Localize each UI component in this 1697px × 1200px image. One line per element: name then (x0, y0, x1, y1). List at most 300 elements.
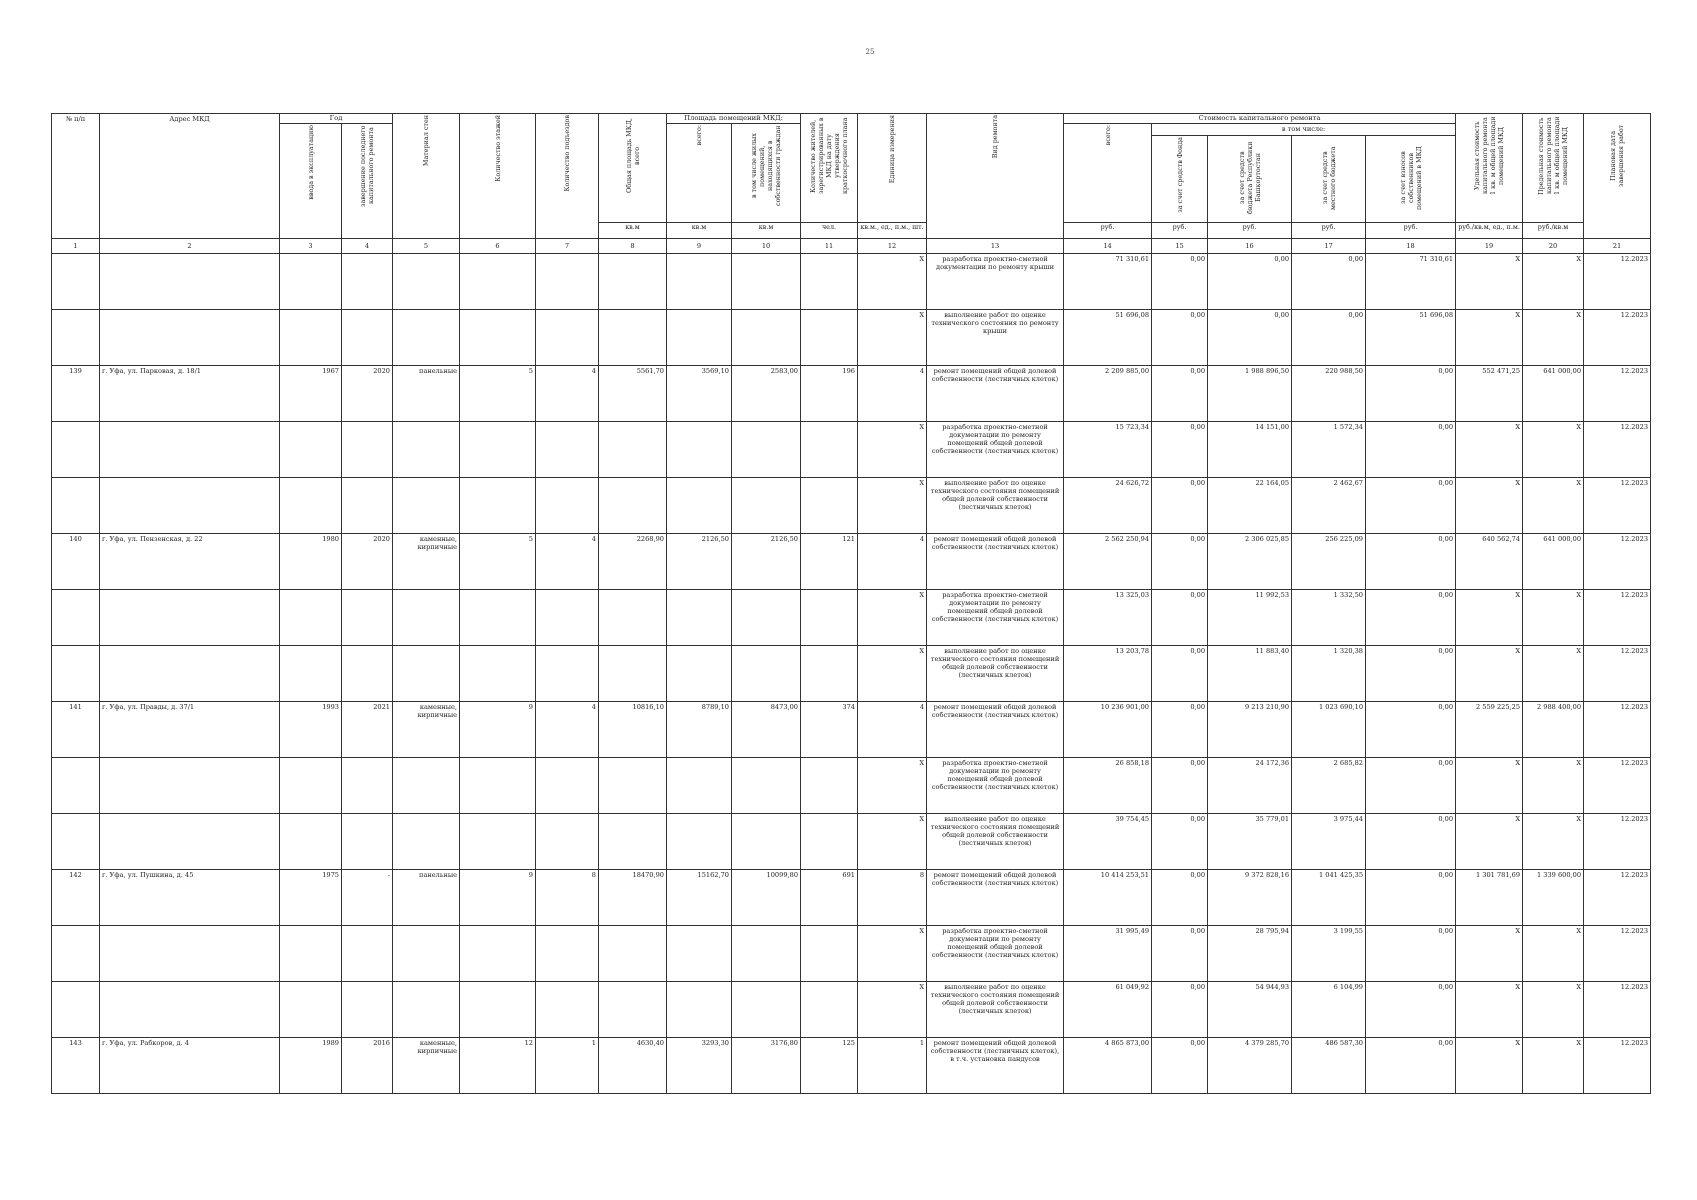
cell-year-last-repair: - (342, 870, 393, 926)
cell-wall-material: каменные, кирпичные (393, 702, 460, 758)
cell-row-number (52, 982, 100, 1038)
cell-residents (801, 254, 858, 310)
cell-deadline: 12.2023 (1584, 702, 1651, 758)
cell-cost-mb: 220 988,50 (1292, 366, 1366, 422)
cell-residents (801, 758, 858, 814)
cell-year-last-repair: 2020 (342, 366, 393, 422)
cell-spec-cost: X (1456, 1038, 1523, 1094)
cell-cost-fund: 0,00 (1152, 422, 1208, 478)
header-num: № п/п (52, 114, 100, 239)
cell-cost-total: 2 562 250,94 (1064, 534, 1152, 590)
cell-year-last-repair (342, 254, 393, 310)
cell-unit-value: 4 (858, 534, 927, 590)
cell-unit-value: X (858, 646, 927, 702)
cell-deadline: 12.2023 (1584, 870, 1651, 926)
cell-limit-cost: X (1523, 590, 1584, 646)
cell-cost-owners: 0,00 (1366, 758, 1456, 814)
cell-area-resid (732, 422, 801, 478)
cell-residents: 196 (801, 366, 858, 422)
cell-limit-cost: 1 339 600,00 (1523, 870, 1584, 926)
cell-limit-cost: 641 000,00 (1523, 534, 1584, 590)
header-area-resid: в том числе жилых помещений, находящихся в собственности граждан (732, 124, 801, 223)
cell-cost-fund: 0,00 (1152, 590, 1208, 646)
cell-cost-owners: 71 310,61 (1366, 254, 1456, 310)
unit-area-total: кв.м (667, 223, 732, 239)
cell-cost-rb: 14 151,00 (1208, 422, 1292, 478)
cell-unit-value: X (858, 982, 927, 1038)
cell-area-resid (732, 926, 801, 982)
cell-cost-rb: 2 306 025,85 (1208, 534, 1292, 590)
table-row (52, 982, 1651, 1038)
header-mb: за счет средств местного бюджета (1292, 136, 1366, 223)
cell-area-resid (732, 758, 801, 814)
cell-repair-type: разработка проектно-сметной документации по ремонту крыши (927, 254, 1064, 310)
cell-unit-value: X (858, 590, 927, 646)
header-area-total: всего: (667, 124, 732, 223)
cell-row-number (52, 758, 100, 814)
cell-cost-fund: 0,00 (1152, 478, 1208, 534)
cell-area-total (667, 982, 732, 1038)
cell-year-last-repair (342, 758, 393, 814)
cell-limit-cost: X (1523, 310, 1584, 366)
cell-unit-value: X (858, 254, 927, 310)
header-wall-material: Материал стен (393, 114, 460, 239)
cell-wall-material (393, 982, 460, 1038)
cell-area-total: 8789,10 (667, 702, 732, 758)
cell-row-number: 139 (52, 366, 100, 422)
cell-unit-value: X (858, 926, 927, 982)
cell-cost-rb: 11 992,53 (1208, 590, 1292, 646)
cell-total-area (599, 310, 667, 366)
cell-floors: 5 (460, 366, 536, 422)
cell-repair-type: выполнение работ по оценке технического состояния помещений общей долевой собственности (лестничных клеток) (927, 982, 1064, 1038)
cell-cost-owners: 0,00 (1366, 926, 1456, 982)
cell-deadline: 12.2023 (1584, 254, 1651, 310)
cell-area-total (667, 814, 732, 870)
header-fund: за счет средств Фонда (1152, 136, 1208, 223)
cell-cost-mb: 486 587,30 (1292, 1038, 1366, 1094)
cell-entrances (536, 814, 599, 870)
cell-residents: 374 (801, 702, 858, 758)
cell-repair-type: ремонт помещений общей долевой собственности (лестничных клеток) (927, 702, 1064, 758)
cell-address (100, 422, 280, 478)
header-spec-cost: Удельная стоимость капитального ремонта 1 кв. м общей площади помещений МКД (1456, 114, 1523, 223)
table-row (52, 646, 1651, 702)
cell-total-area: 2268,90 (599, 534, 667, 590)
cell-spec-cost: 640 562,74 (1456, 534, 1523, 590)
cell-repair-type: разработка проектно-сметной документации по ремонту помещений общей долевой собственности (лестничных клеток) (927, 758, 1064, 814)
cell-spec-cost: 2 559 225,25 (1456, 702, 1523, 758)
cell-repair-type: ремонт помещений общей долевой собственности (лестничных клеток), в т.ч. установка пандусов (927, 1038, 1064, 1094)
cell-unit-value: X (858, 758, 927, 814)
cell-year-commission (280, 982, 342, 1038)
cell-limit-cost: X (1523, 422, 1584, 478)
cell-cost-total: 71 310,61 (1064, 254, 1152, 310)
cell-limit-cost: X (1523, 926, 1584, 982)
header-limit-cost: Предельная стоимость капитального ремонта 1 кв. м общей площади помещений МКД (1523, 114, 1584, 223)
cell-year-last-repair: 2021 (342, 702, 393, 758)
cell-cost-fund: 0,00 (1152, 310, 1208, 366)
cell-wall-material: каменные, кирпичные (393, 1038, 460, 1094)
header-unit: Единица измерения (858, 114, 927, 223)
cell-row-number: 142 (52, 870, 100, 926)
cell-floors (460, 254, 536, 310)
header-owners: за счет взносов собственников помещений в МКД (1366, 136, 1456, 223)
cell-row-number (52, 422, 100, 478)
cell-year-commission (280, 926, 342, 982)
cell-wall-material (393, 814, 460, 870)
cell-deadline: 12.2023 (1584, 590, 1651, 646)
cell-residents: 121 (801, 534, 858, 590)
cell-address (100, 310, 280, 366)
cell-year-last-repair (342, 590, 393, 646)
header-deadline: Плановая дата завершения работ (1584, 114, 1651, 239)
cell-cost-mb: 1 023 690,10 (1292, 702, 1366, 758)
cell-repair-type: ремонт помещений общей долевой собственности (лестничных клеток) (927, 870, 1064, 926)
cell-year-commission: 1993 (280, 702, 342, 758)
cell-address: г. Уфа, ул. Пушкина, д. 45 (100, 870, 280, 926)
cell-floors (460, 590, 536, 646)
cell-entrances (536, 982, 599, 1038)
cell-cost-mb: 1 332,50 (1292, 590, 1366, 646)
cell-year-last-repair (342, 478, 393, 534)
cell-residents (801, 310, 858, 366)
cell-address: г. Уфа, ул. Пензенская, д. 22 (100, 534, 280, 590)
cell-cost-owners: 0,00 (1366, 590, 1456, 646)
cell-address: г. Уфа, ул. Правды, д. 37/1 (100, 702, 280, 758)
cell-deadline: 12.2023 (1584, 310, 1651, 366)
header-rb: за счет средств бюджета Республики Башкортостан (1208, 136, 1292, 223)
cell-wall-material (393, 310, 460, 366)
cell-cost-rb: 0,00 (1208, 254, 1292, 310)
cell-row-number (52, 254, 100, 310)
cell-cost-fund: 0,00 (1152, 702, 1208, 758)
capital-repair-table (51, 113, 1651, 1094)
cell-wall-material (393, 758, 460, 814)
cell-cost-fund: 0,00 (1152, 982, 1208, 1038)
cell-cost-mb: 0,00 (1292, 310, 1366, 366)
unit-limit-cost: руб./кв.м (1523, 223, 1584, 239)
cell-cost-owners: 0,00 (1366, 814, 1456, 870)
cell-year-commission (280, 422, 342, 478)
cell-deadline: 12.2023 (1584, 758, 1651, 814)
cell-wall-material (393, 590, 460, 646)
column-number: 10 (732, 239, 801, 254)
cell-cost-fund: 0,00 (1152, 534, 1208, 590)
cell-cost-rb: 35 779,01 (1208, 814, 1292, 870)
cell-cost-owners: 0,00 (1366, 478, 1456, 534)
cell-cost-total: 39 754,45 (1064, 814, 1152, 870)
cell-area-resid (732, 590, 801, 646)
cell-total-area (599, 814, 667, 870)
cell-year-commission (280, 590, 342, 646)
cell-deadline: 12.2023 (1584, 646, 1651, 702)
cell-deadline: 12.2023 (1584, 478, 1651, 534)
cell-limit-cost: 641 000,00 (1523, 366, 1584, 422)
cell-address (100, 590, 280, 646)
cell-cost-fund: 0,00 (1152, 254, 1208, 310)
table-row (52, 534, 1651, 590)
cell-spec-cost: X (1456, 422, 1523, 478)
cell-wall-material (393, 926, 460, 982)
cell-entrances (536, 590, 599, 646)
cell-row-number (52, 310, 100, 366)
cell-cost-mb: 0,00 (1292, 254, 1366, 310)
cell-spec-cost: X (1456, 926, 1523, 982)
cell-area-total: 3569,10 (667, 366, 732, 422)
cell-address (100, 758, 280, 814)
cell-unit-value: 4 (858, 702, 927, 758)
cell-spec-cost: X (1456, 982, 1523, 1038)
cell-cost-total: 4 865 873,00 (1064, 1038, 1152, 1094)
table-row (52, 590, 1651, 646)
cell-cost-total: 10 236 901,00 (1064, 702, 1152, 758)
cell-cost-owners: 0,00 (1366, 366, 1456, 422)
column-number: 15 (1152, 239, 1208, 254)
cell-unit-value: X (858, 478, 927, 534)
cell-entrances: 4 (536, 534, 599, 590)
cell-deadline: 12.2023 (1584, 366, 1651, 422)
table-row (52, 1038, 1651, 1094)
unit-fund: руб. (1152, 223, 1208, 239)
cell-area-total (667, 310, 732, 366)
column-number: 14 (1064, 239, 1152, 254)
table-row (52, 758, 1651, 814)
cell-wall-material: каменные, кирпичные (393, 534, 460, 590)
table-row (52, 814, 1651, 870)
cell-area-resid (732, 254, 801, 310)
header-total-area: Общая площадь МКД, всего (599, 114, 667, 223)
cell-cost-fund: 0,00 (1152, 814, 1208, 870)
cell-row-number (52, 646, 100, 702)
cell-area-total (667, 590, 732, 646)
cell-cost-mb: 1 572,34 (1292, 422, 1366, 478)
column-number: 7 (536, 239, 599, 254)
cell-residents (801, 982, 858, 1038)
cell-limit-cost: X (1523, 646, 1584, 702)
cell-total-area: 4630,40 (599, 1038, 667, 1094)
header-address: Адрес МКД (100, 114, 280, 239)
cell-entrances (536, 310, 599, 366)
unit-cost-total: руб. (1064, 223, 1152, 239)
cell-year-commission (280, 254, 342, 310)
cell-floors: 9 (460, 702, 536, 758)
cell-floors: 5 (460, 534, 536, 590)
cell-cost-rb: 0,00 (1208, 310, 1292, 366)
cell-residents: 125 (801, 1038, 858, 1094)
column-number: 20 (1523, 239, 1584, 254)
header-incl: в том числе: (1152, 124, 1456, 136)
cell-cost-rb: 9 213 210,90 (1208, 702, 1292, 758)
column-number: 9 (667, 239, 732, 254)
cell-entrances: 8 (536, 870, 599, 926)
cell-address (100, 478, 280, 534)
cell-entrances: 4 (536, 366, 599, 422)
column-number: 5 (393, 239, 460, 254)
cell-total-area: 10816,10 (599, 702, 667, 758)
column-number: 11 (801, 239, 858, 254)
cell-cost-fund: 0,00 (1152, 646, 1208, 702)
cell-year-last-repair (342, 814, 393, 870)
cell-cost-total: 15 723,34 (1064, 422, 1152, 478)
column-number: 12 (858, 239, 927, 254)
page-number: 25 (865, 48, 875, 56)
cell-year-commission: 1975 (280, 870, 342, 926)
cell-repair-type: выполнение работ по оценке технического состояния помещений общей долевой собственности (лестничных клеток) (927, 646, 1064, 702)
cell-entrances (536, 926, 599, 982)
header-year-commission: ввода в эксплуатацию (280, 124, 342, 239)
cell-cost-rb: 4 379 285,70 (1208, 1038, 1292, 1094)
cell-cost-total: 61 049,92 (1064, 982, 1152, 1038)
cell-year-last-repair (342, 646, 393, 702)
cell-cost-rb: 54 944,93 (1208, 982, 1292, 1038)
cell-floors (460, 814, 536, 870)
table-row (52, 366, 1651, 422)
header-year-last-repair: завершение последнего капитального ремонта (342, 124, 393, 239)
cell-area-total: 15162,70 (667, 870, 732, 926)
cell-area-total (667, 926, 732, 982)
cell-area-resid (732, 814, 801, 870)
cell-floors (460, 758, 536, 814)
cell-entrances (536, 758, 599, 814)
header-year-group: Год (280, 114, 393, 124)
cell-cost-owners: 0,00 (1366, 534, 1456, 590)
cell-deadline: 12.2023 (1584, 982, 1651, 1038)
cell-spec-cost: X (1456, 646, 1523, 702)
cell-cost-rb: 24 172,36 (1208, 758, 1292, 814)
cell-unit-value: X (858, 310, 927, 366)
cell-cost-owners: 0,00 (1366, 646, 1456, 702)
cell-limit-cost: X (1523, 1038, 1584, 1094)
cell-spec-cost: X (1456, 478, 1523, 534)
cell-cost-mb: 2 462,67 (1292, 478, 1366, 534)
column-number: 19 (1456, 239, 1523, 254)
cell-cost-total: 2 209 885,00 (1064, 366, 1152, 422)
cell-cost-fund: 0,00 (1152, 758, 1208, 814)
cell-area-total (667, 254, 732, 310)
cell-total-area: 18470,90 (599, 870, 667, 926)
cell-deadline: 12.2023 (1584, 926, 1651, 982)
cell-limit-cost: X (1523, 254, 1584, 310)
header-repair-type: Вид ремонта (927, 114, 1064, 239)
header-cost-group: Стоимость капитального ремонта (1064, 114, 1456, 124)
cell-area-resid: 3176,80 (732, 1038, 801, 1094)
column-number: 21 (1584, 239, 1651, 254)
cell-area-resid (732, 646, 801, 702)
cell-repair-type: выполнение работ по оценке технического состояния по ремонту крыши (927, 310, 1064, 366)
table-row (52, 422, 1651, 478)
cell-area-resid: 2126,50 (732, 534, 801, 590)
cell-area-total: 2126,50 (667, 534, 732, 590)
cell-cost-mb: 6 104,99 (1292, 982, 1366, 1038)
cell-residents (801, 590, 858, 646)
cell-area-total (667, 422, 732, 478)
cell-cost-mb: 3 975,44 (1292, 814, 1366, 870)
cell-year-last-repair: 2020 (342, 534, 393, 590)
cell-total-area: 5561,70 (599, 366, 667, 422)
cell-limit-cost: 2 988 400,00 (1523, 702, 1584, 758)
unit-total-area: кв.м (599, 223, 667, 239)
cell-floors (460, 646, 536, 702)
cell-entrances: 1 (536, 1038, 599, 1094)
cell-cost-mb: 1 320,38 (1292, 646, 1366, 702)
cell-repair-type: разработка проектно-сметной документации по ремонту помещений общей долевой собственности (лестничных клеток) (927, 590, 1064, 646)
header-premises-group: Площадь помещений МКД: (667, 114, 801, 124)
cell-cost-rb: 1 988 896,50 (1208, 366, 1292, 422)
cell-repair-type: разработка проектно-сметной документации по ремонту помещений общей долевой собственности (лестничных клеток) (927, 926, 1064, 982)
cell-floors (460, 982, 536, 1038)
header-floors: Количество этажей (460, 114, 536, 239)
cell-spec-cost: 552 471,25 (1456, 366, 1523, 422)
cell-cost-mb: 256 225,09 (1292, 534, 1366, 590)
cell-year-last-repair (342, 310, 393, 366)
cell-area-resid (732, 982, 801, 1038)
cell-repair-type: ремонт помещений общей долевой собственности (лестничных клеток) (927, 366, 1064, 422)
cell-total-area (599, 478, 667, 534)
cell-total-area (599, 646, 667, 702)
cell-spec-cost: X (1456, 590, 1523, 646)
cell-area-resid: 10099,80 (732, 870, 801, 926)
column-number-row (52, 239, 1651, 254)
cell-year-last-repair (342, 982, 393, 1038)
cell-cost-rb: 9 372 828,16 (1208, 870, 1292, 926)
cell-wall-material (393, 478, 460, 534)
cell-residents (801, 646, 858, 702)
column-number: 6 (460, 239, 536, 254)
cell-deadline: 12.2023 (1584, 814, 1651, 870)
cell-cost-owners: 0,00 (1366, 422, 1456, 478)
cell-floors: 12 (460, 1038, 536, 1094)
cell-area-resid (732, 478, 801, 534)
table-row (52, 702, 1651, 758)
cell-cost-total: 10 414 253,51 (1064, 870, 1152, 926)
cell-repair-type: разработка проектно-сметной документации по ремонту помещений общей долевой собственности (лестничных клеток) (927, 422, 1064, 478)
cell-residents (801, 814, 858, 870)
cell-limit-cost: X (1523, 814, 1584, 870)
cell-cost-total: 13 325,03 (1064, 590, 1152, 646)
cell-cost-total: 26 858,18 (1064, 758, 1152, 814)
column-number: 3 (280, 239, 342, 254)
cell-deadline: 12.2023 (1584, 1038, 1651, 1094)
cell-area-resid (732, 310, 801, 366)
cell-year-last-repair: 2016 (342, 1038, 393, 1094)
cell-area-total (667, 478, 732, 534)
cell-deadline: 12.2023 (1584, 422, 1651, 478)
cell-total-area (599, 254, 667, 310)
cell-spec-cost: X (1456, 254, 1523, 310)
cell-row-number: 141 (52, 702, 100, 758)
cell-wall-material (393, 422, 460, 478)
cell-cost-rb: 28 795,94 (1208, 926, 1292, 982)
cell-spec-cost: X (1456, 758, 1523, 814)
unit-area-resid: кв.м (732, 223, 801, 239)
unit-spec-cost: руб./кв.м, ед., п.м. (1456, 223, 1523, 239)
cell-year-last-repair (342, 422, 393, 478)
cell-cost-mb: 3 199,55 (1292, 926, 1366, 982)
table-row (52, 870, 1651, 926)
cell-cost-owners: 0,00 (1366, 1038, 1456, 1094)
cell-address (100, 926, 280, 982)
cell-entrances (536, 646, 599, 702)
cell-cost-owners: 0,00 (1366, 870, 1456, 926)
cell-cost-mb: 2 685,82 (1292, 758, 1366, 814)
cell-repair-type: выполнение работ по оценке технического состояния помещений общей долевой собственности (лестничных клеток) (927, 478, 1064, 534)
cell-address: г. Уфа, ул. Рабкоров, д. 4 (100, 1038, 280, 1094)
cell-row-number: 140 (52, 534, 100, 590)
cell-area-total (667, 758, 732, 814)
unit-rb: руб. (1208, 223, 1292, 239)
column-number: 18 (1366, 239, 1456, 254)
